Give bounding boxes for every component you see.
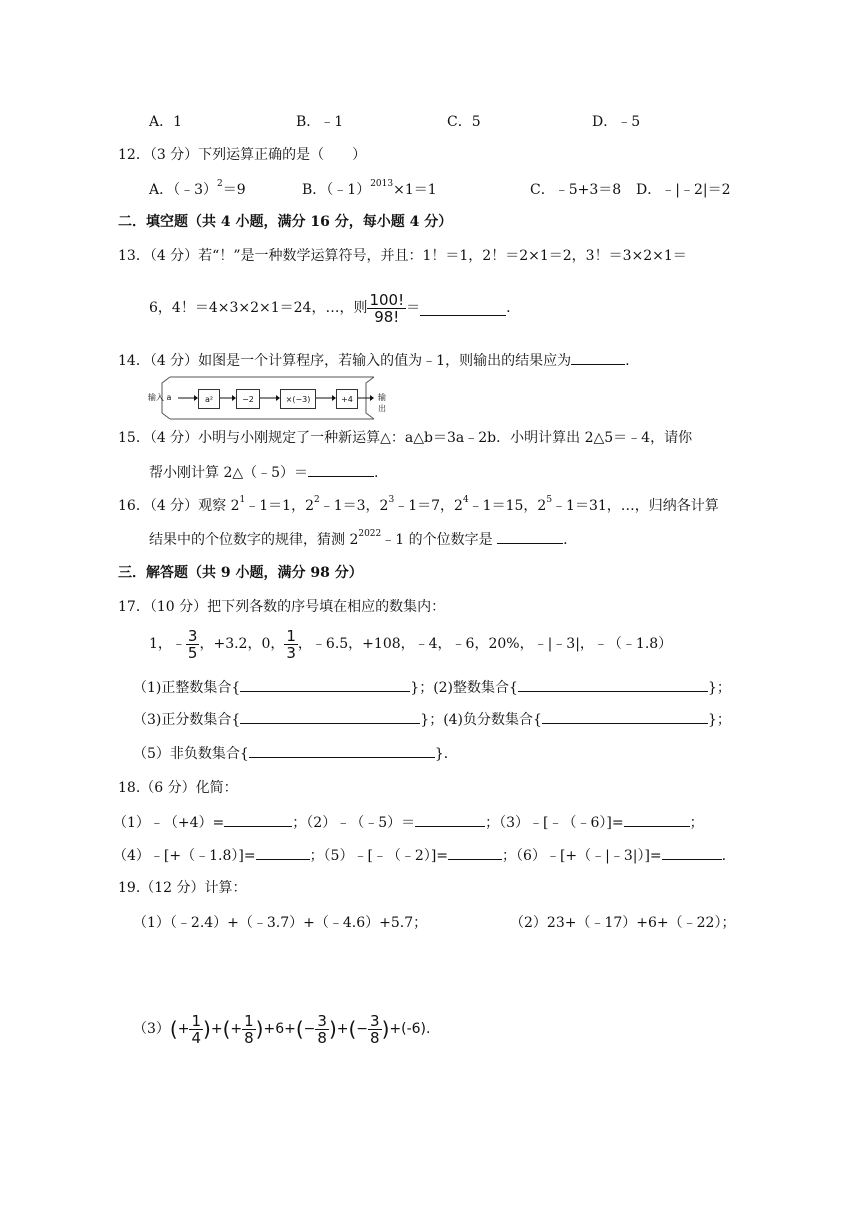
question-19-part3: （3） ( + $\frac{1}{4}$ ) + ( + $\frac{1}{8}$ ) +6+ ( − $\frac{3}{8}$ ) + ( − $\frac{3}{8}$ ) + (-6).	[133, 1011, 431, 1047]
fraction-1-8: $\frac{1}{8}$	[244, 1011, 254, 1047]
question-19-part2: （2）23+（﹣17）+6+（﹣22）；	[510, 915, 736, 931]
answer-blank	[497, 529, 563, 544]
question-12-stem: 12．（3 分）下列运算正确的是（ ）	[118, 147, 367, 163]
question-15-line2: 帮小刚计算 2△（﹣5）＝ .	[149, 462, 378, 483]
question-13-line1: 13．（4 分）若“！”是一种数学运算符号，并且：1！＝1，2！＝2×1＝2，3！＝3×2×1＝	[118, 248, 687, 264]
set-blank-non-negative[interactable]	[249, 743, 435, 758]
q12-option-d: D．﹣|﹣2|＝2	[636, 182, 731, 198]
flow-output-label: 输出	[378, 393, 386, 413]
set-row-3: （5）非负数集合{ }．	[133, 743, 458, 764]
question-19-part1: （1）（﹣2.4）+（﹣3.7）+（﹣4.6）+5.7；	[133, 915, 428, 931]
flow-box-times-minus-3: ×(−3)	[280, 389, 316, 409]
question-18-row1: （1）﹣（+4）= ；（2）﹣（﹣5）＝ ；（3）﹣[﹣（﹣6）]= ；	[113, 812, 704, 833]
fraction-3-8-a: $\frac{3}{8}$	[317, 1011, 327, 1047]
question-16-line2: 结果中的个位数字的规律，猜测 $2^{2022}﹣1$ 的个位数字是 .	[149, 529, 568, 548]
option-a: A．1	[149, 114, 183, 130]
set-blank-negative-fractions[interactable]	[542, 709, 708, 724]
flow-box-minus-2: −2	[236, 389, 260, 409]
set-blank-positive-integers[interactable]	[240, 677, 410, 692]
set-blank-integers[interactable]	[518, 677, 708, 692]
fraction-1-3: $\frac{1}{3}$	[286, 626, 296, 662]
fraction-3-5: $\frac{3}{5}$	[187, 626, 198, 662]
question-15-line1: 15．（4 分）小明与小刚规定了一种新运算△：a△b＝3a﹣2b．小明计算出 2△5＝﹣4，请你	[118, 430, 693, 446]
q12-option-a: A．（﹣3）$^2$＝9	[149, 179, 246, 198]
set-row-2: （3)正分数集合{ }；(4)负分数集合{ }；	[133, 709, 731, 730]
option-b: B．﹣1	[296, 114, 344, 130]
flow-box-square: a²	[198, 389, 220, 409]
option-d: D．﹣5	[592, 114, 641, 130]
section-2-heading: 二．填空题（共 4 小题，满分 16 分，每小题 4 分）	[118, 214, 453, 230]
option-c: C．5	[447, 114, 481, 130]
set-blank-positive-fractions[interactable]	[240, 709, 420, 724]
q12-option-c: C．﹣5+3＝8	[530, 182, 622, 198]
question-14-stem: 14．（4 分）如图是一个计算程序，若输入的值为﹣1，则输出的结果应为 .	[118, 350, 630, 371]
question-16-line1: 16．（4 分）观察 $2^1﹣1=1$，$2^2﹣1=3$，$2^3﹣1=7$，$2^4﹣1=15$，$2^5﹣1=31$，…，归纳各计算	[118, 495, 719, 514]
question-13-line2: 6，4！＝4×3×2×1＝24，…，则 $\frac{100!}{98!}$ ＝ .	[149, 290, 511, 326]
question-18-row2: （4）﹣[+（﹣1.8）]= ；（5）﹣[﹣（﹣2）]= ；（6）﹣[+（﹣|﹣3|）]= .	[113, 845, 726, 866]
q12-option-b: B．（﹣1）$^{2013}$×1＝1	[302, 179, 437, 198]
flow-box-plus-4: +4	[336, 389, 358, 409]
question-18-stem: 18.（6 分）化简：	[118, 780, 238, 796]
fraction-3-8-b: $\frac{3}{8}$	[370, 1011, 380, 1047]
fraction-100-factorial: $\frac{100!}{98!}$	[369, 290, 405, 326]
flow-input-label: 输入 a	[148, 393, 172, 402]
answer-blank	[571, 350, 625, 365]
answer-blank	[420, 301, 506, 316]
fraction-1-4: $\frac{1}{4}$	[191, 1011, 202, 1047]
flowchart	[148, 375, 384, 421]
answer-blank	[308, 462, 374, 477]
question-19-stem: 19.（12 分）计算：	[118, 880, 247, 896]
section-3-heading: 三．解答题（共 9 小题，满分 98 分）	[118, 565, 363, 581]
question-17-numbers: 1，﹣ $\frac{3}{5}$ ，+3.2，0， $\frac{1}{3}$ ，﹣6.5，+108，﹣4，﹣6，20%，﹣|﹣3|，﹣（﹣1.8）	[149, 626, 673, 662]
set-row-1: （1)正整数集合{ }；(2)整数集合{ }；	[133, 677, 731, 698]
question-17-stem: 17．（10 分）把下列各数的序号填在相应的数集内：	[118, 599, 446, 615]
